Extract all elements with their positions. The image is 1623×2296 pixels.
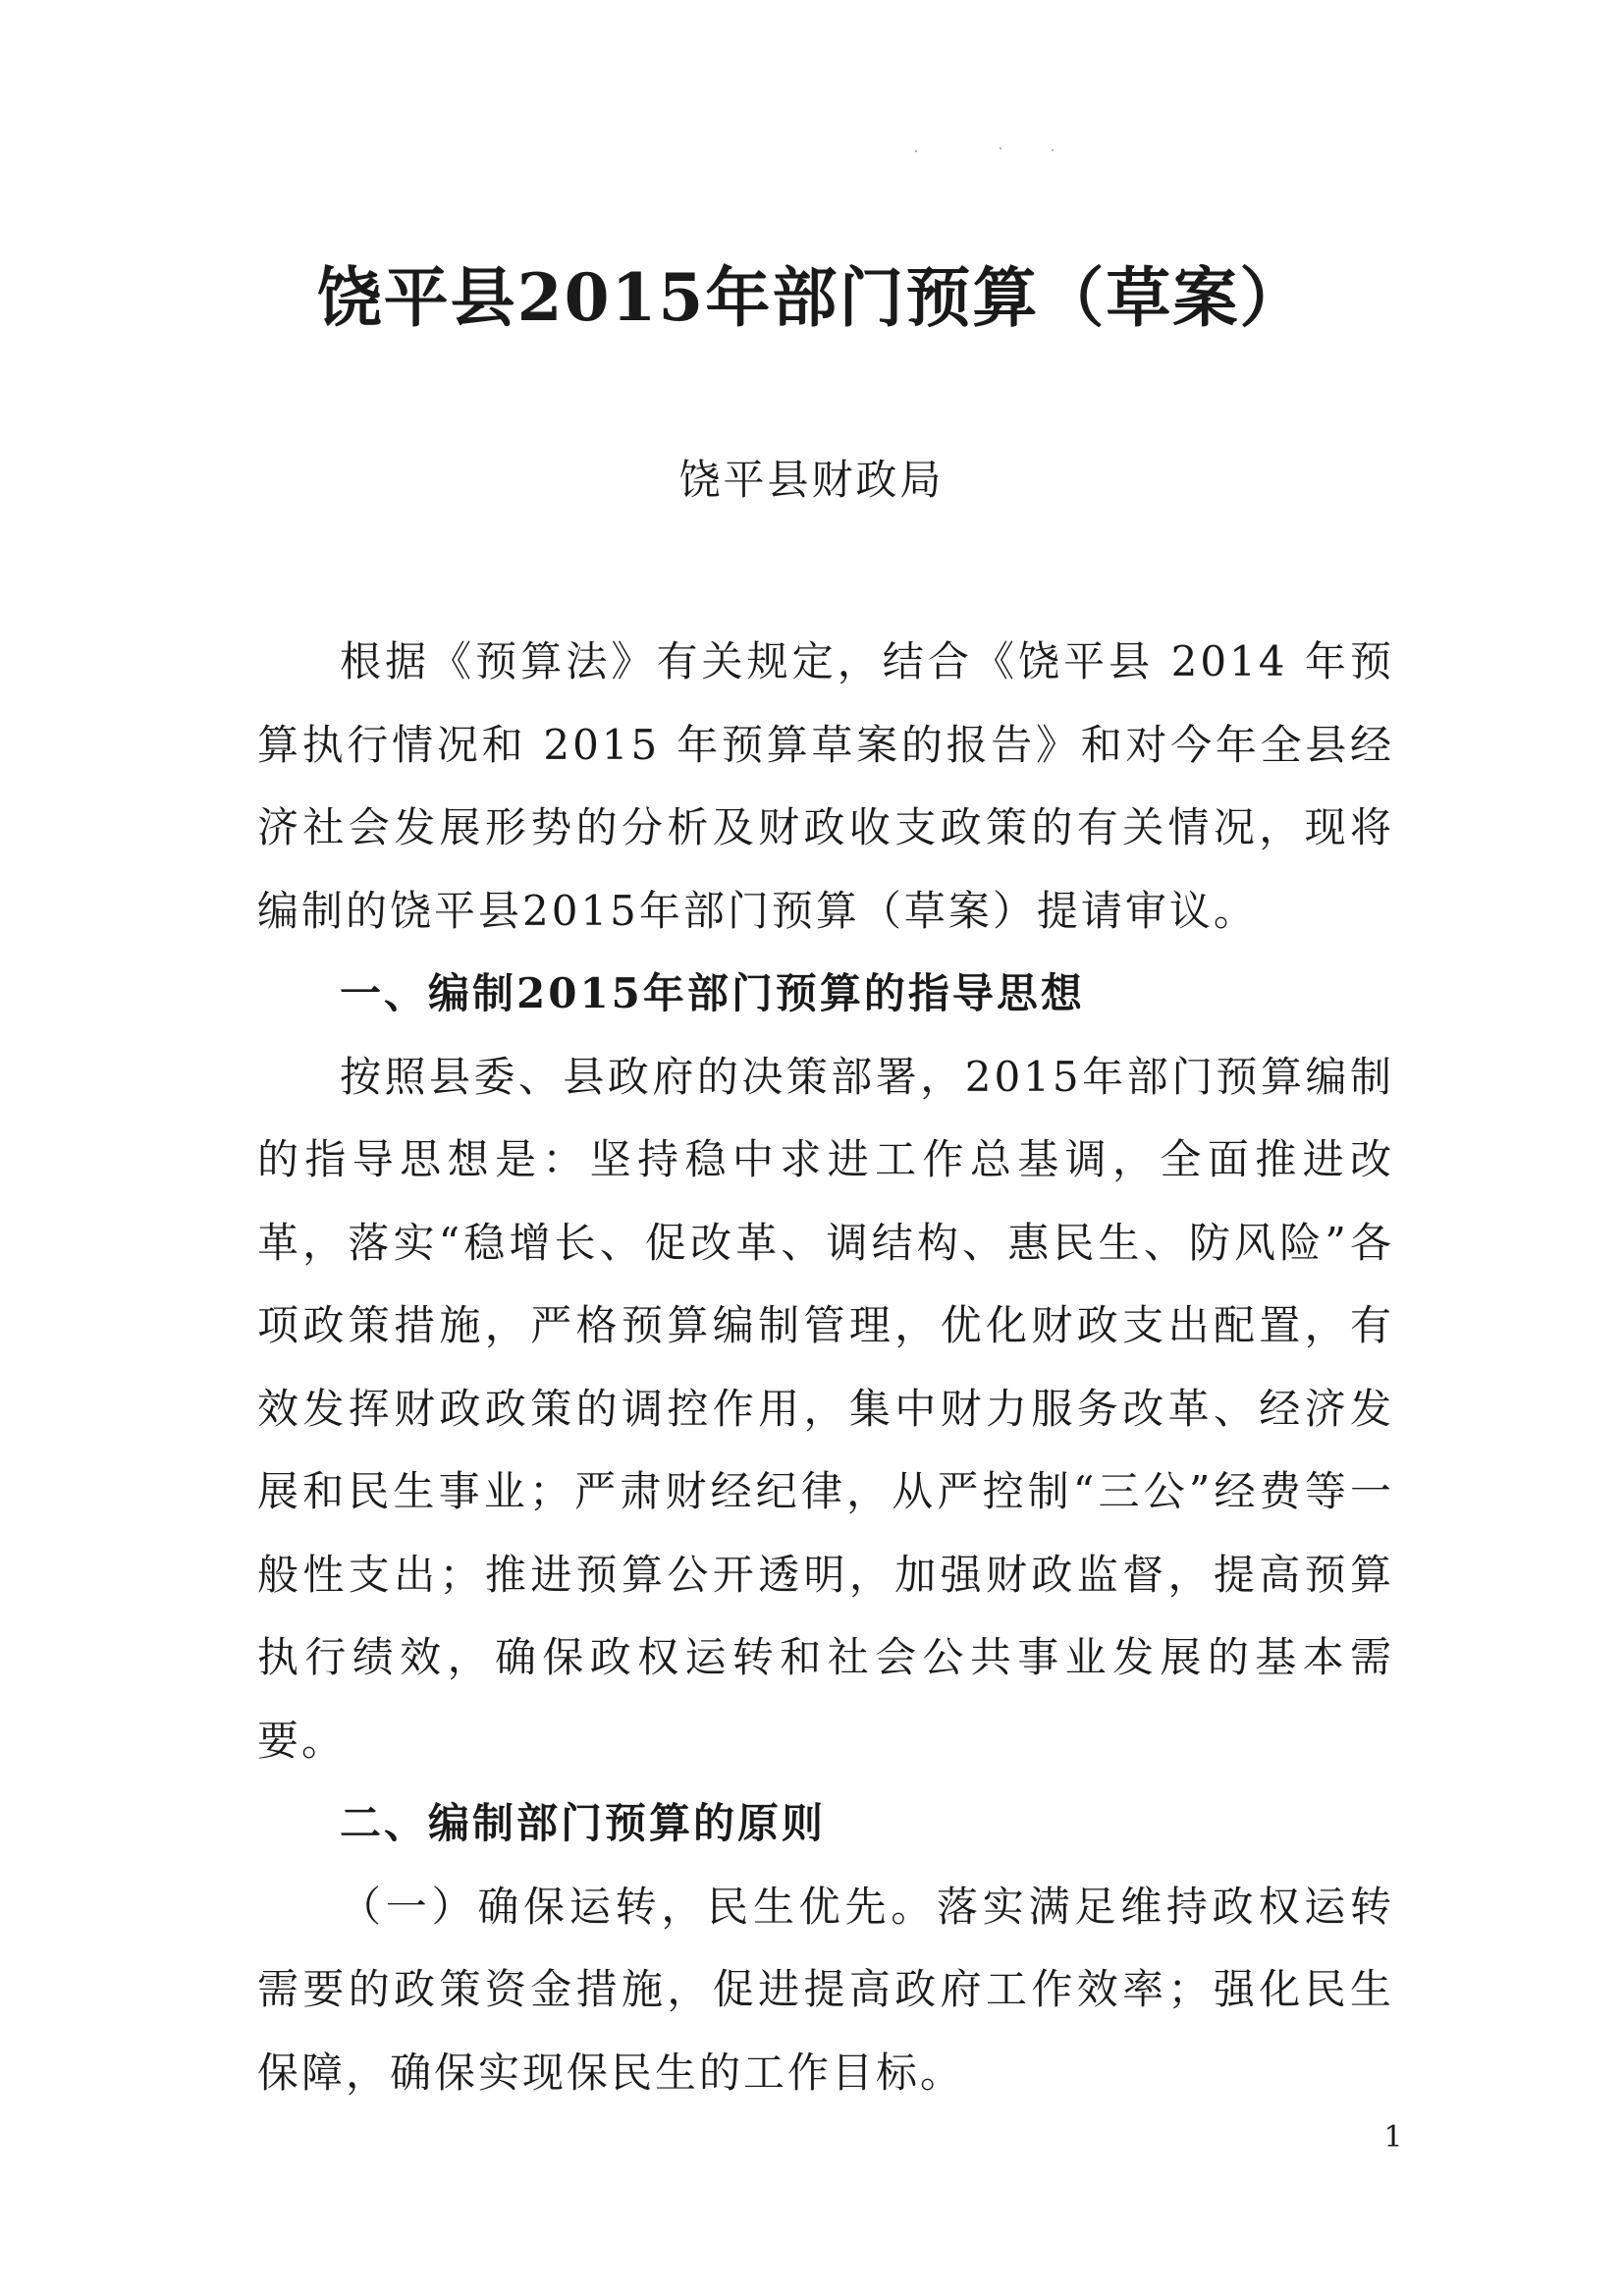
document-body bbox=[257, 621, 1394, 2114]
guiding-ideology-paragraph: 按照县委、县政府的决策部署，2015年部门预算编制的指导思想是：坚持稳中求进工作总基调，全面推进改革，落实“稳增长、促改革、调结构、惠民生、防风险”各项政策措施，严格预算编制管理，优化财政支出配置，有效发挥财政政策的调控作用，集中财力服务改革、经济发展和民生事业；严肃财经纪律，从严控制“三公”经费等一般性支出；推进预算公开透明，加强财政监督，提高预算执行绩效，确保政权运转和社会公共事业发展的基本需要。 bbox=[257, 1052, 1394, 1765]
scan-speck bbox=[915, 150, 917, 152]
issuing-authority: 饶平县财政局 bbox=[678, 456, 945, 504]
scan-speck bbox=[1000, 147, 1001, 149]
section-heading-1: 一、编制2015年部门预算的指导思想 bbox=[340, 969, 1085, 1017]
page-number: 1 bbox=[1383, 2120, 1403, 2155]
intro-paragraph: 根据《预算法》有关规定，结合《饶平县 2014 年预算执行情况和 2015 年预算草案的报告》和对今年全县经济社会发展形势的分析及财政收支政策的有关情况，现将编制的饶平县2015年部门预算（草案）提请审议。 bbox=[257, 637, 1394, 935]
document-title: 饶平县2015年部门预算（草案） bbox=[316, 259, 1307, 336]
scan-speck bbox=[1052, 149, 1054, 151]
principle-paragraph-1: （一）确保运转，民生优先。落实满足维持政权运转需要的政策资金措施，促进提高政府工作效率；强化民生保障，确保实现保民生的工作目标。 bbox=[257, 1882, 1394, 2097]
section-heading-2: 二、编制部门预算的原则 bbox=[340, 1799, 827, 1847]
